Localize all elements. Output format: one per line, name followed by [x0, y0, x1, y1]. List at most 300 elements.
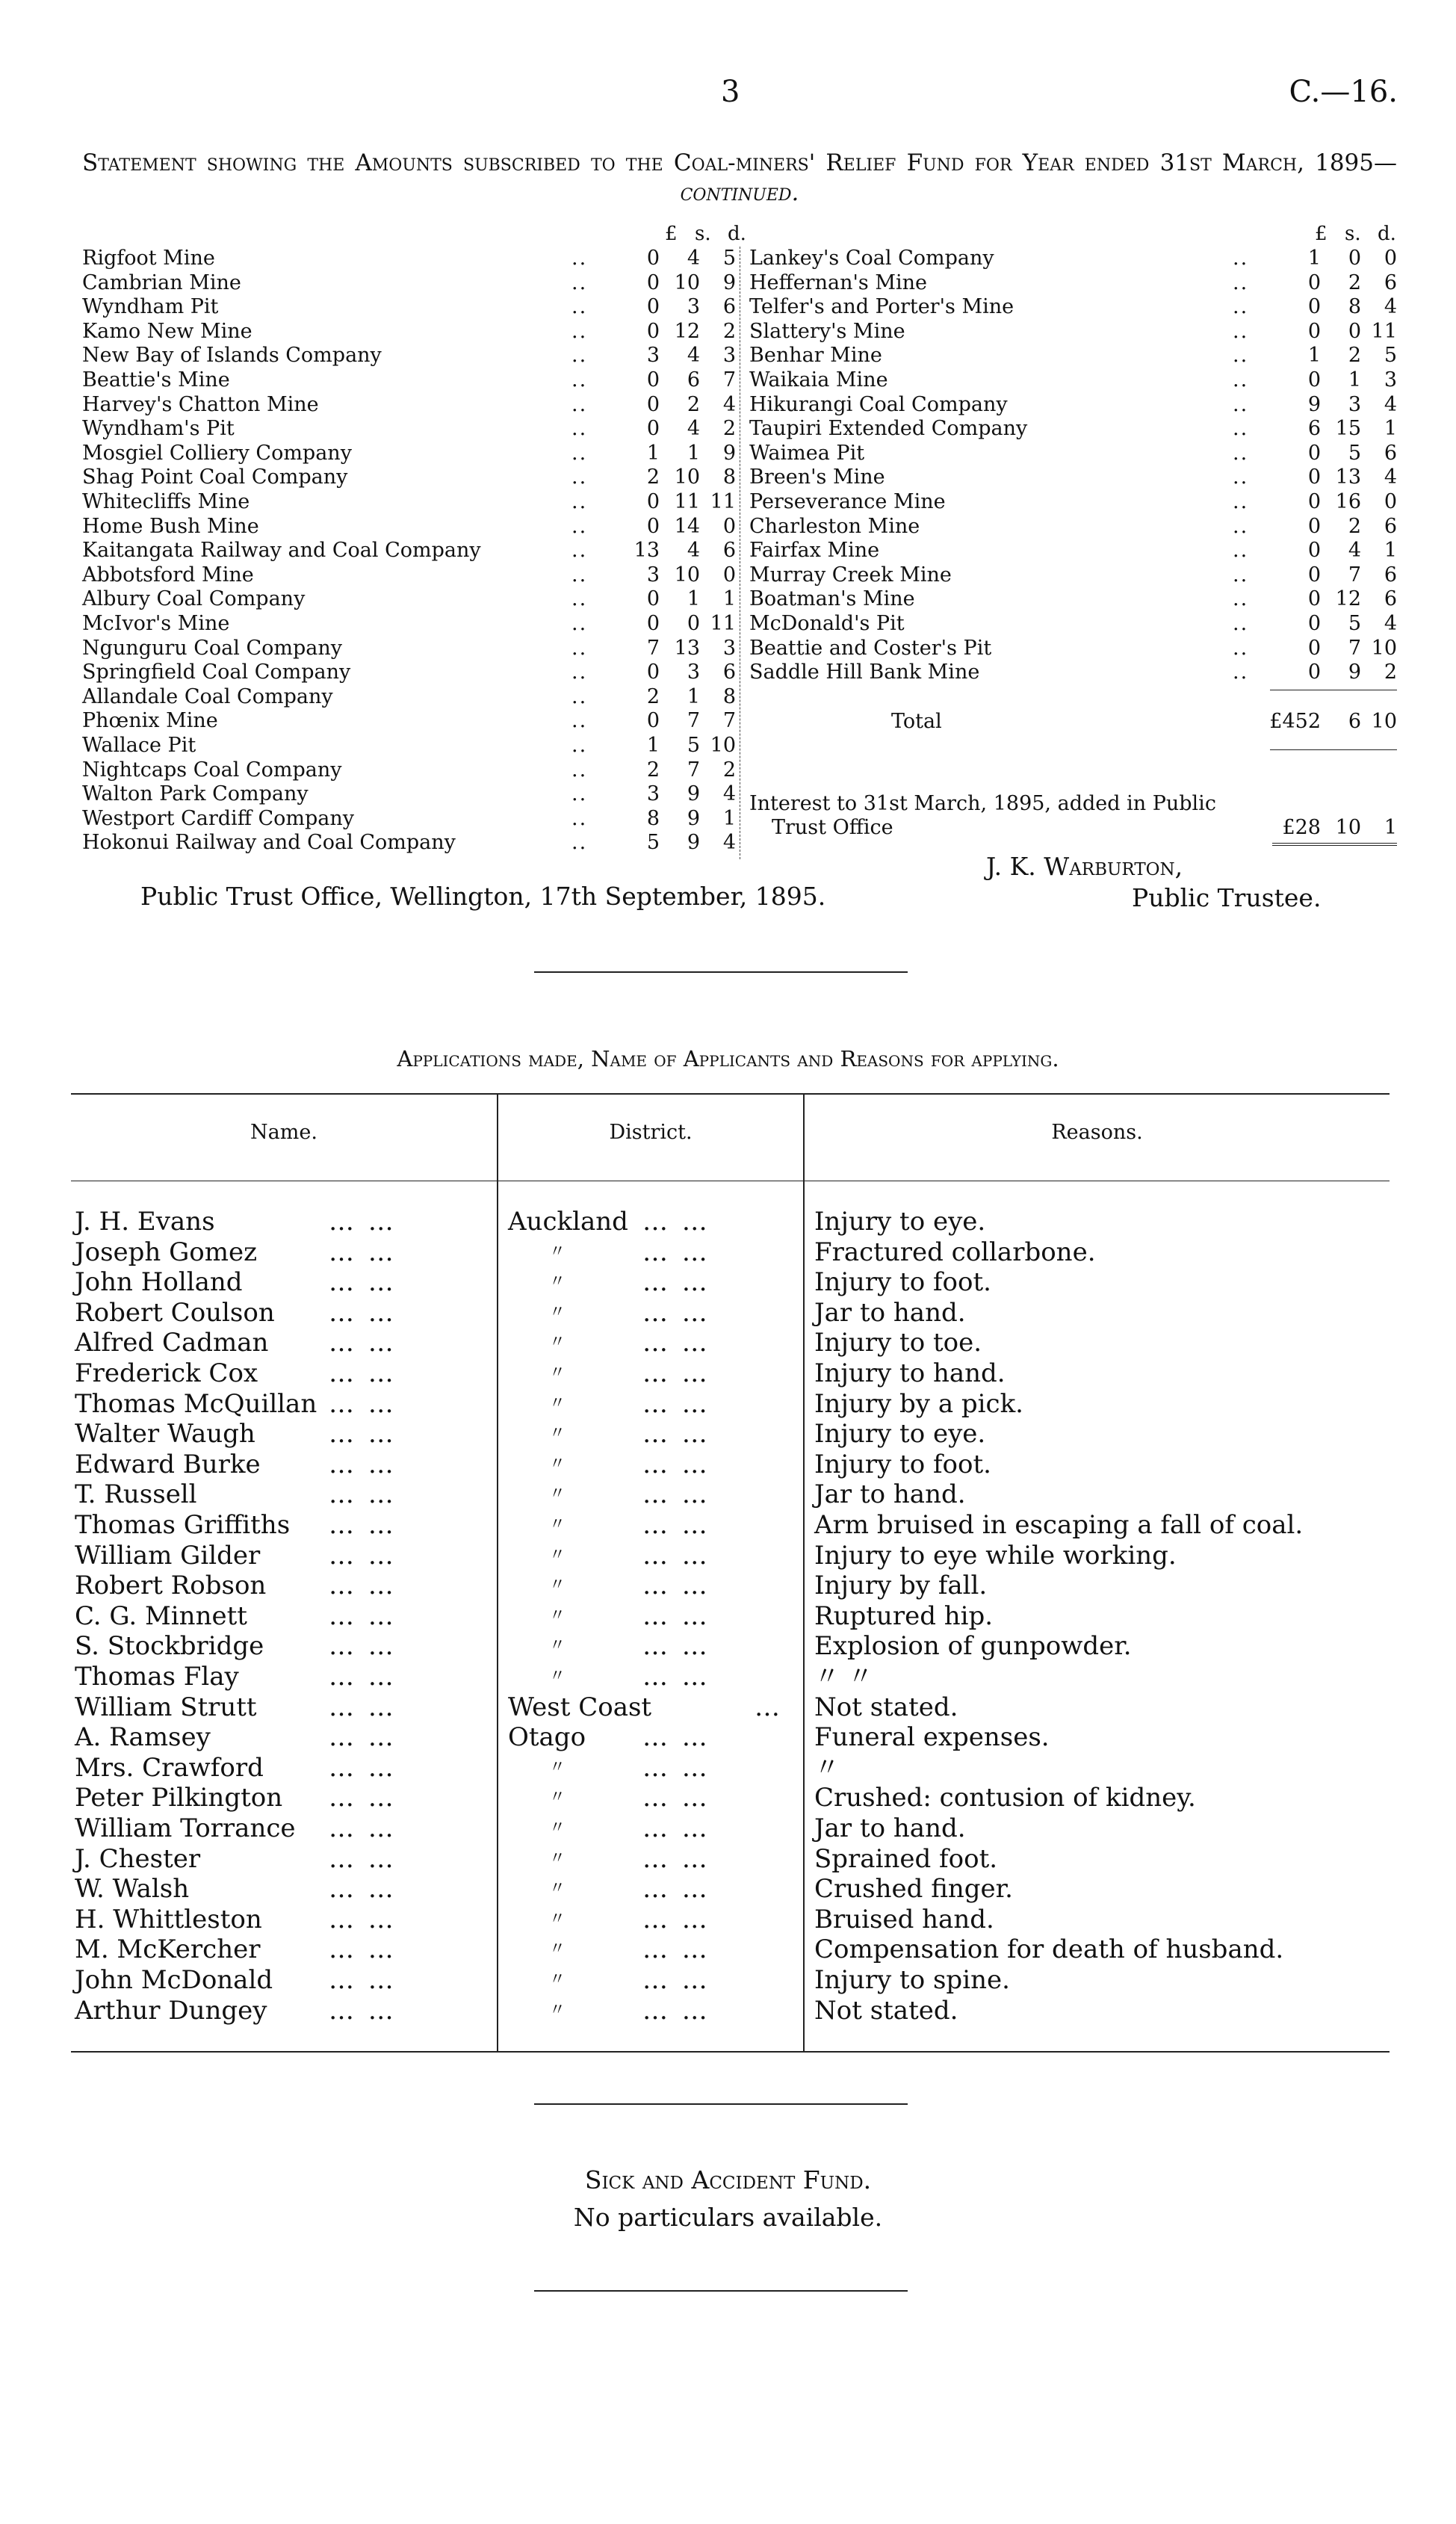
leader-dots: … …	[329, 1752, 397, 1783]
statement-row	[82, 417, 736, 441]
pounds-value: 2	[646, 758, 660, 782]
leader-dots: ..	[571, 270, 588, 294]
statement-row	[82, 271, 736, 295]
table-row	[0, 1844, 1456, 1874]
mine-name: Springfield Coal Company	[82, 661, 351, 684]
district: 〃	[549, 1819, 566, 1837]
reason: Injury to foot.	[814, 1449, 991, 1479]
leader-dots: … …	[329, 1631, 397, 1662]
pence-value: 1	[1384, 539, 1397, 563]
pence-value: 10	[1371, 636, 1397, 660]
pounds-value: 0	[646, 709, 660, 733]
table-row	[0, 1722, 1456, 1752]
district: 〃	[549, 1606, 566, 1625]
leader-dots: ..	[571, 392, 588, 416]
statement-row	[82, 320, 736, 344]
statement-row	[749, 368, 1397, 392]
applicant-name: Edward Burke	[75, 1449, 261, 1479]
pence-value: 0	[722, 563, 736, 587]
shillings-value: 13	[674, 636, 700, 660]
mine-name: Waimea Pit	[749, 441, 865, 465]
statement-row	[82, 539, 736, 563]
pence-value: 4	[722, 782, 736, 806]
statement-row	[82, 344, 736, 368]
reason: Compensation for death of husband.	[814, 1934, 1284, 1965]
leader-dots: ..	[1233, 417, 1249, 441]
reason: 〃 〃	[814, 1662, 873, 1692]
applicant-name: A. Ramsey	[75, 1722, 211, 1753]
statement-row	[82, 637, 736, 661]
district: 〃	[549, 1485, 566, 1504]
shillings-value: 4	[687, 539, 700, 563]
mine-name: Beattie and Coster's Pit	[749, 636, 992, 660]
leader-dots: ..	[571, 247, 588, 270]
table-row	[0, 1541, 1456, 1571]
reason: Not stated.	[814, 1995, 958, 2026]
shillings-value: 9	[687, 782, 700, 806]
shillings-value: 11	[674, 490, 700, 513]
shillings-value: 12	[674, 319, 700, 343]
district: 〃	[549, 1515, 566, 1534]
leader-dots: … …	[642, 1297, 710, 1328]
footer-place-date: Public Trust Office, Wellington, 17th September, 1895.	[140, 882, 826, 911]
leader-dots: … …	[329, 1479, 397, 1510]
pounds-value: 0	[1307, 661, 1321, 684]
applicant-name: Arthur Dungey	[75, 1995, 267, 2026]
reason: Funeral expenses.	[814, 1722, 1050, 1753]
pounds-value: 0	[1307, 270, 1321, 294]
mine-name: Breen's Mine	[749, 465, 885, 489]
leader-dots: … …	[642, 1904, 710, 1934]
mine-name: Heffernan's Mine	[749, 270, 927, 294]
table-row	[0, 1389, 1456, 1419]
leader-dots: … …	[329, 1995, 397, 2026]
leader-dots: ..	[571, 758, 588, 782]
district: 〃	[549, 1879, 566, 1899]
pence-value: 6	[1384, 441, 1397, 465]
shillings-value: 5	[687, 734, 700, 757]
reason: Injury by fall.	[814, 1571, 988, 1601]
table-row	[0, 1631, 1456, 1661]
applicant-name: William Strutt	[75, 1692, 257, 1722]
column-header-pound: £	[665, 223, 678, 245]
pounds-value: 0	[1307, 465, 1321, 489]
applicant-name: S. Stockbridge	[75, 1631, 264, 1662]
reason: Jar to hand.	[814, 1813, 966, 1843]
shillings-value: 3	[687, 295, 700, 319]
mine-name: Benhar Mine	[749, 344, 882, 368]
pounds-value: 2	[646, 684, 660, 708]
leader-dots: ..	[571, 734, 588, 757]
leader-dots: … …	[329, 1267, 397, 1298]
pence-value: 2	[1384, 661, 1397, 684]
pounds-value: 0	[646, 661, 660, 684]
pence-value: 5	[1384, 344, 1397, 368]
shillings-value: 5	[1348, 441, 1361, 465]
applicant-name: J. H. Evans	[75, 1207, 215, 1237]
statement-row	[82, 831, 736, 855]
signatory-name: J. K. Warburton,	[986, 852, 1183, 881]
table-row	[0, 1934, 1456, 1964]
mine-name: Hokonui Railway and Coal Company	[82, 831, 456, 855]
applicant-name: C. G. Minnett	[75, 1600, 247, 1631]
leader-dots: ..	[571, 514, 588, 538]
district: 〃	[549, 1909, 566, 1928]
shillings-value: 7	[1348, 636, 1361, 660]
leader-dots: ..	[571, 417, 588, 441]
reason: Crushed: contusion of kidney.	[814, 1783, 1196, 1813]
leader-dots: ..	[1233, 441, 1249, 465]
leader-dots: … …	[642, 1388, 710, 1419]
pounds-value: 0	[1307, 368, 1321, 392]
pence-value: 0	[1384, 490, 1397, 513]
pounds-value: £452	[1269, 710, 1321, 733]
shillings-value: 0	[1348, 319, 1361, 343]
mine-name: Albury Coal Company	[82, 587, 306, 611]
statement-row	[749, 587, 1397, 611]
table-row	[0, 1996, 1456, 2026]
applicant-name: Walter Waugh	[75, 1419, 255, 1450]
sum-rule	[1270, 749, 1397, 750]
mine-name: Nightcaps Coal Company	[82, 758, 342, 782]
leader-dots: ..	[1233, 295, 1249, 319]
column-header-reasons: Reasons.	[1051, 1121, 1143, 1144]
district: 〃	[549, 1394, 566, 1413]
pence-value: 1	[722, 806, 736, 830]
leader-dots: ..	[1233, 539, 1249, 563]
pounds-value: 0	[646, 490, 660, 513]
shillings-value: 4	[687, 344, 700, 368]
statement-row	[749, 563, 1397, 587]
pence-value: 6	[1384, 270, 1397, 294]
leader-dots: … …	[642, 1237, 710, 1267]
pence-value: 6	[1384, 514, 1397, 538]
leader-dots: … …	[329, 1965, 397, 1995]
leader-dots: … …	[329, 1571, 397, 1601]
statement-row	[749, 295, 1397, 319]
reason: Bruised hand.	[814, 1904, 994, 1934]
mine-name: Phœnix Mine	[82, 709, 218, 733]
leader-dots: ..	[571, 319, 588, 343]
statement-row	[82, 758, 736, 782]
pence-value: 8	[722, 465, 736, 489]
leader-dots: … …	[329, 1692, 397, 1722]
leader-dots: … …	[642, 1479, 710, 1510]
pounds-value: 2	[646, 465, 660, 489]
shillings-value: 7	[687, 709, 700, 733]
pence-value: 4	[1384, 392, 1397, 416]
leader-dots: … …	[329, 1510, 397, 1540]
shillings-value: 1	[687, 684, 700, 708]
shillings-value: 3	[687, 661, 700, 684]
leader-dots: ..	[1233, 563, 1249, 587]
leader-dots: ..	[1233, 587, 1249, 611]
statement-row	[82, 734, 736, 758]
statement-row	[749, 515, 1397, 539]
leader-dots: … …	[642, 1358, 710, 1388]
shillings-value: 14	[674, 514, 700, 538]
pence-value: 11	[1371, 319, 1397, 343]
mine-name: Saddle Hill Bank Mine	[749, 661, 980, 684]
leader-dots: … …	[329, 1843, 397, 1874]
mine-name: Whitecliffs Mine	[82, 490, 250, 513]
shillings-value: 7	[687, 758, 700, 782]
pounds-value: 0	[646, 270, 660, 294]
statement-row	[749, 490, 1397, 514]
mine-name: Wyndham's Pit	[82, 417, 235, 441]
pounds-value: 0	[646, 514, 660, 538]
pence-value: 6	[1384, 563, 1397, 587]
leader-dots: ..	[571, 563, 588, 587]
pounds-value: 3	[646, 344, 660, 368]
leader-dots: ..	[571, 709, 588, 733]
leader-dots: ..	[571, 344, 588, 368]
applicant-name: Joseph Gomez	[75, 1237, 258, 1267]
pounds-value: 0	[1307, 295, 1321, 319]
statement-row	[749, 539, 1397, 563]
applicant-name: Thomas Griffiths	[75, 1510, 291, 1540]
shillings-value: 2	[1348, 514, 1361, 538]
divider	[534, 2103, 908, 2105]
applicant-name: Mrs. Crawford	[75, 1752, 264, 1783]
table-bottom-rule	[71, 2051, 1390, 2053]
leader-dots: … …	[329, 1449, 397, 1479]
statement-row	[749, 393, 1397, 417]
leader-dots: ..	[1233, 636, 1249, 660]
leader-dots: ..	[571, 636, 588, 660]
mine-name: Rigfoot Mine	[82, 247, 215, 270]
pence-value: 4	[722, 392, 736, 416]
shillings-value: 7	[1348, 563, 1361, 587]
leader-dots: … …	[329, 1419, 397, 1450]
statement-row	[82, 490, 736, 514]
leader-dots: ..	[1233, 344, 1249, 368]
mine-name: Waikaia Mine	[749, 368, 888, 392]
pence-value: 1	[722, 587, 736, 611]
column-header-name: Name.	[250, 1121, 317, 1144]
pence-value: 1	[1384, 816, 1397, 839]
divider	[534, 971, 908, 973]
applications-title: Applications made, Name of Applicants and Reasons for applying.	[397, 1046, 1059, 1071]
pounds-value: 0	[1307, 587, 1321, 611]
shillings-value: 10	[674, 270, 700, 294]
pounds-value: 0	[646, 417, 660, 441]
statement-row	[82, 661, 736, 684]
leader-dots: ..	[571, 612, 588, 635]
leader-dots: … …	[642, 1631, 710, 1662]
column-header-pence: d.	[1378, 223, 1396, 245]
reason: Fractured collarbone.	[814, 1237, 1096, 1267]
table-top-rule	[71, 1093, 1390, 1095]
leader-dots: … …	[329, 1207, 397, 1237]
shillings-value: 9	[687, 831, 700, 855]
district: 〃	[549, 1454, 566, 1473]
document-reference: C.—16.	[1289, 75, 1398, 109]
pounds-value: 0	[1307, 514, 1321, 538]
statement-row	[749, 247, 1397, 270]
pounds-value: 0	[1307, 490, 1321, 513]
pounds-value: 0	[1307, 441, 1321, 465]
leader-dots: ..	[571, 441, 588, 465]
mine-name: Murray Creek Mine	[749, 563, 952, 587]
pence-value: 6	[722, 539, 736, 563]
statement-row	[82, 247, 736, 270]
mine-name: Kamo New Mine	[82, 319, 253, 343]
statement-row	[749, 320, 1397, 344]
pence-value: 4	[1384, 612, 1397, 635]
mine-name: Home Bush Mine	[82, 514, 259, 538]
mine-name: Perseverance Mine	[749, 490, 946, 513]
applicant-name: Thomas Flay	[75, 1662, 239, 1692]
statement-row	[82, 587, 736, 611]
leader-dots: … …	[642, 1600, 710, 1631]
pounds-value: 0	[646, 612, 660, 635]
shillings-value: 0	[687, 612, 700, 635]
leader-dots: … …	[329, 1813, 397, 1843]
shillings-value: 8	[1348, 295, 1361, 319]
leader-dots: ..	[571, 295, 588, 319]
reason: Arm bruised in escaping a fall of coal.	[814, 1510, 1304, 1540]
interest-row	[749, 816, 1397, 840]
mine-name: Taupiri Extended Company	[749, 417, 1028, 441]
table-row	[0, 1813, 1456, 1843]
statement-row	[749, 344, 1397, 368]
pence-value: 11	[710, 490, 736, 513]
pounds-value: 0	[646, 295, 660, 319]
leader-dots: … …	[329, 1297, 397, 1328]
leader-dots: … …	[329, 1328, 397, 1358]
pounds-value: 5	[646, 831, 660, 855]
leader-dots: … …	[642, 1571, 710, 1601]
shillings-value: 15	[1335, 417, 1361, 441]
pence-value: 4	[1384, 295, 1397, 319]
mine-name: Mosgiel Colliery Company	[82, 441, 352, 465]
shillings-value: 6	[687, 368, 700, 392]
mine-name: Allandale Coal Company	[82, 684, 333, 708]
table-row	[0, 1450, 1456, 1479]
district: Otago	[508, 1722, 586, 1753]
district: 〃	[549, 1364, 566, 1382]
shillings-value: 9	[687, 806, 700, 830]
applicant-name: Peter Pilkington	[75, 1783, 283, 1813]
pence-value: 7	[722, 368, 736, 392]
applicant-name: W. Walsh	[75, 1874, 190, 1905]
pounds-value: 0	[1307, 563, 1321, 587]
interest-label: Trust Office	[772, 816, 893, 839]
leader-dots: ..	[1233, 661, 1249, 684]
sick-fund-note: No particulars available.	[573, 2203, 883, 2232]
reason: Sprained foot.	[814, 1843, 998, 1874]
table-row	[0, 1692, 1456, 1722]
pounds-value: 3	[646, 563, 660, 587]
reason: Injury to foot.	[814, 1267, 991, 1298]
table-row	[0, 1601, 1456, 1631]
applicant-name: H. Whittleston	[75, 1904, 262, 1934]
district: 〃	[549, 1242, 566, 1261]
district: 〃	[549, 1667, 566, 1686]
pence-value: 11	[710, 612, 736, 635]
leader-dots: … …	[642, 1783, 710, 1813]
mine-name: Abbotsford Mine	[82, 563, 254, 587]
mine-name: Wallace Pit	[82, 734, 196, 757]
leader-dots: … …	[642, 1419, 710, 1450]
leader-dots: ..	[571, 661, 588, 684]
pounds-value: 1	[1307, 247, 1321, 270]
leader-dots: … …	[329, 1540, 397, 1571]
pence-value: 5	[722, 247, 736, 270]
reason: Crushed finger.	[814, 1874, 1013, 1905]
pounds-value: 13	[633, 539, 660, 563]
leader-dots: ..	[571, 587, 588, 611]
mine-name: Cambrian Mine	[82, 270, 241, 294]
mine-name: Telfer's and Porter's Mine	[749, 295, 1014, 319]
mine-name: Wyndham Pit	[82, 295, 219, 319]
pounds-value: 8	[646, 806, 660, 830]
district: West Coast	[508, 1692, 652, 1722]
leader-dots: ..	[1233, 490, 1249, 513]
applicant-name: Alfred Cadman	[75, 1328, 269, 1358]
leader-dots: … …	[642, 1207, 710, 1237]
reason: Injury to eye.	[814, 1419, 986, 1450]
mine-name: Harvey's Chatton Mine	[82, 392, 319, 416]
shillings-value: 6	[1348, 710, 1361, 733]
shillings-value: 3	[1348, 392, 1361, 416]
pounds-value: 9	[1307, 392, 1321, 416]
pounds-value: 0	[1307, 636, 1321, 660]
table-row	[0, 1753, 1456, 1783]
table-row	[0, 1783, 1456, 1813]
district: 〃	[549, 1849, 566, 1868]
leader-dots: … …	[329, 1722, 397, 1753]
leader-dots: … …	[642, 1722, 710, 1753]
applicant-name: M. McKercher	[75, 1934, 261, 1965]
pounds-value: 0	[646, 368, 660, 392]
mine-name: New Bay of Islands Company	[82, 344, 382, 368]
leader-dots: ..	[571, 465, 588, 489]
leader-dots: … …	[642, 1874, 710, 1905]
shillings-value: 4	[687, 417, 700, 441]
table-row	[0, 1237, 1456, 1267]
district: 〃	[549, 1333, 566, 1352]
pounds-value: 0	[1307, 539, 1321, 563]
statement-row	[82, 515, 736, 539]
mine-name: Westport Cardiff Company	[82, 806, 354, 830]
signatory-title: Public Trustee.	[1132, 883, 1322, 912]
pence-value: 3	[1384, 368, 1397, 392]
mine-name: Beattie's Mine	[82, 368, 230, 392]
leader-dots: … …	[642, 1662, 710, 1692]
district: 〃	[549, 1636, 566, 1656]
district: 〃	[549, 1302, 566, 1322]
pence-value: 6	[722, 661, 736, 684]
total-label: Total	[891, 710, 942, 733]
leader-dots: … …	[642, 1449, 710, 1479]
statement-row	[749, 417, 1397, 441]
mine-name: Hikurangi Coal Company	[749, 392, 1008, 416]
leader-dots: ..	[571, 490, 588, 513]
reason: Ruptured hip.	[814, 1600, 994, 1631]
statement-row	[749, 661, 1397, 684]
district: 〃	[549, 1788, 566, 1807]
shillings-value: 10	[1335, 816, 1361, 839]
applicant-name: T. Russell	[75, 1479, 197, 1510]
leader-dots: … …	[329, 1904, 397, 1934]
leader-dots: … …	[642, 1752, 710, 1783]
mine-name: McDonald's Pit	[749, 612, 905, 635]
leader-dots: ..	[571, 831, 588, 855]
table-row	[0, 1662, 1456, 1692]
statement-row	[749, 637, 1397, 661]
